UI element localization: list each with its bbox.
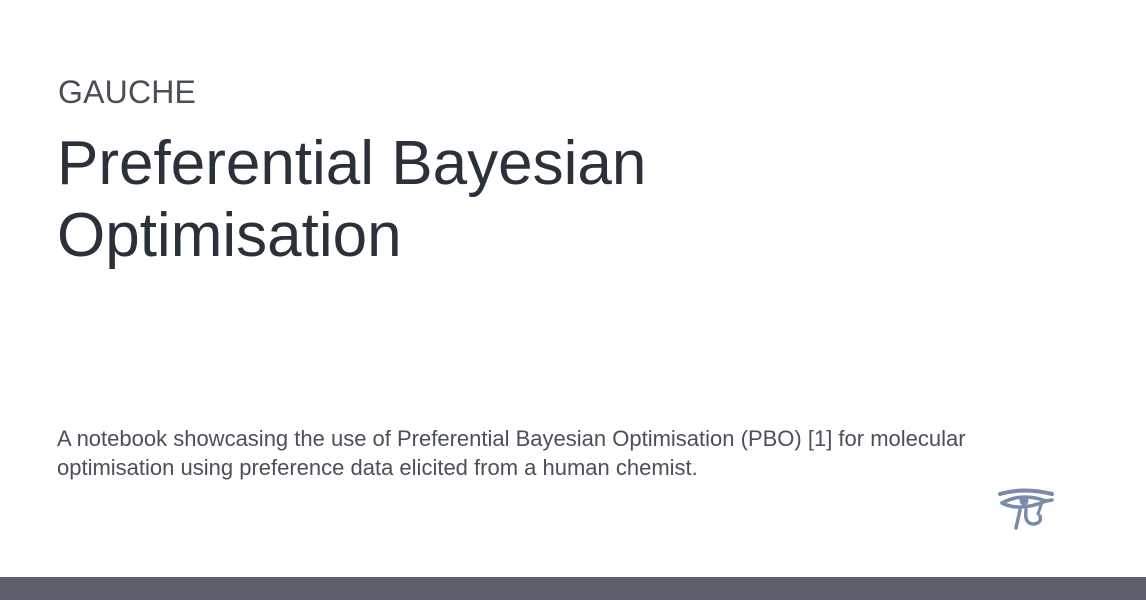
page-title: Preferential Bayesian Optimisation [57,129,647,270]
page-description: A notebook showcasing the use of Preferential Bayesian Optimisation (PBO) [1] for molecular optimisation using preference data elicited from a human chemist. [57,426,966,480]
site-name: GAUCHE [58,74,197,110]
footer-bar [0,577,1146,600]
eye-of-horus-icon [996,488,1056,532]
